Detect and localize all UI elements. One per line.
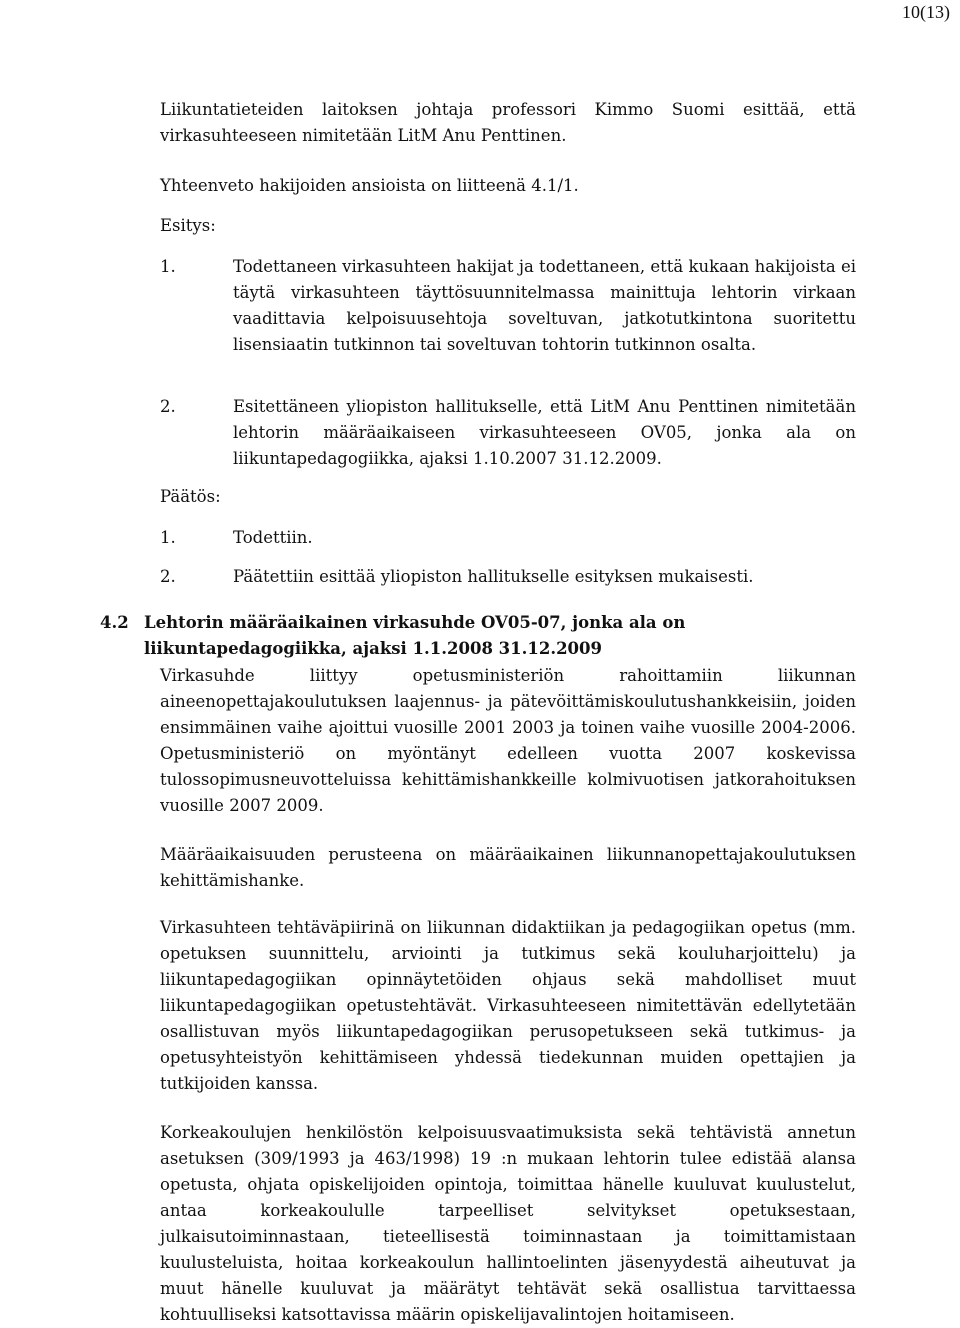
section-paragraph-3: Virkasuhteen tehtäväpiirinä on liikunnan didaktiikan ja pedagogiikan opetus (mm. opetuksen suunnittelu, arviointi ja tutkimus sekä kouluharjoittelu) ja liikuntapedagogiikan opinnäytetöiden ohjaus sekä mahdolliset muut liikuntapedagogiikan opetustehtävät. Virkasuhteeseen nimitettävän edellytetään osallistuvan myös liikuntapedagogiikan perusopetukseen sekä tutkimus- ja opetusyhteistyön kehittämiseen yhdessä tiedekunnan muiden opettajien ja tutkijoiden kanssa. (160, 918, 856, 1093)
summary-paragraph: Yhteenveto hakijoiden ansioista on liitteenä 4.1/1. (160, 176, 579, 195)
section-heading (100, 610, 860, 662)
paatos-item-number: 2. (160, 567, 176, 586)
proposal-paragraph: Liikuntatieteiden laitoksen johtaja professori Kimmo Suomi esittää, että virkasuhteeseen nimitetään LitM Anu Penttinen. (160, 100, 856, 145)
esitys-item-number: 2. (160, 397, 176, 416)
esitys-item-1 (160, 254, 856, 358)
paatos-item-2 (160, 564, 856, 590)
paatos-item-number: 1. (160, 528, 176, 547)
esitys-item-text: Todettaneen virkasuhteen hakijat ja todettaneen, että kukaan hakijoista ei täytä virkasuhteen täyttösuunnitelmassa mainittuja lehtorin virkaan vaadittavia kelpoisuusehtoja soveltuvan, jatkotutkintona suoritettu lisensiaatin tutkinnon tai soveltuvan tohtorin tutkinnon osalta. (233, 257, 856, 354)
page-number: 10(13) (902, 2, 950, 22)
paatos-label: Päätös: (160, 487, 221, 506)
section-paragraph-4: Korkeakoulujen henkilöstön kelpoisuusvaatimuksista sekä tehtävistä annetun asetuksen (309/1993 ja 463/1998) 19 :n mukaan lehtorin tulee edistää alansa opetusta, ohjata opiskelijoiden opintoja, toimittaa hänelle kuuluvat kuulustelut, antaa korkeakoululle tarpeelliset selvitykset opetuksestaan, julkaisutoiminnastaan, tieteellisestä toiminnastaan ja toimittamistaan kuulusteluista, hoitaa korkeakoulun hallintoelinten jäsenyydestä aiheutuvat ja muut hänelle kuuluvat ja määrätyt tehtävät sekä osallistua tarvittaessa kohtuulliseksi katsottavissa määrin opiskelijavalintojen hoitamiseen. (160, 1123, 856, 1324)
esitys-item-2 (160, 394, 856, 472)
esitys-item-text: Esitettäneen yliopiston hallitukselle, että LitM Anu Penttinen nimitetään lehtorin määräaikaiseen virkasuhteeseen OV05, jonka ala on liikuntapedagogiikka, ajaksi 1.10.2007 31.12.2009. (233, 397, 856, 468)
section-paragraph-2: Määräaikaisuuden perusteena on määräaikainen liikunnanopettajakoulutuksen kehittämishanke. (160, 845, 856, 890)
esitys-item-number: 1. (160, 257, 176, 276)
paatos-item-1 (160, 525, 856, 551)
esitys-label: Esitys: (160, 216, 216, 235)
section-number: 4.2 (100, 613, 129, 632)
paatos-item-text: Päätettiin esittää yliopiston hallitukselle esityksen mukaisesti. (233, 567, 754, 586)
section-title: Lehtorin määräaikainen virkasuhde OV05-07, jonka ala on liikuntapedagogiikka, ajaksi 1.1.2008 31.12.2009 (144, 613, 686, 658)
section-paragraph-1: Virkasuhde liittyy opetusministeriön rahoittamiin liikunnan aineenopettajakoulutuksen laajennus- ja pätevöittämiskoulutushankkeisiin, joiden ensimmäinen vaihe ajoittui vuosille 2001 2003 ja toinen vaihe vuosille 2004-2006. Opetusministeriö on myöntänyt edelleen vuotta 2007 koskevissa tulossopimusneuvotteluissa kehittämishankkeille kolmivuotisen jatkorahoituksen vuosille 2007 2009. (160, 666, 856, 815)
paatos-item-text: Todettiin. (233, 528, 313, 547)
